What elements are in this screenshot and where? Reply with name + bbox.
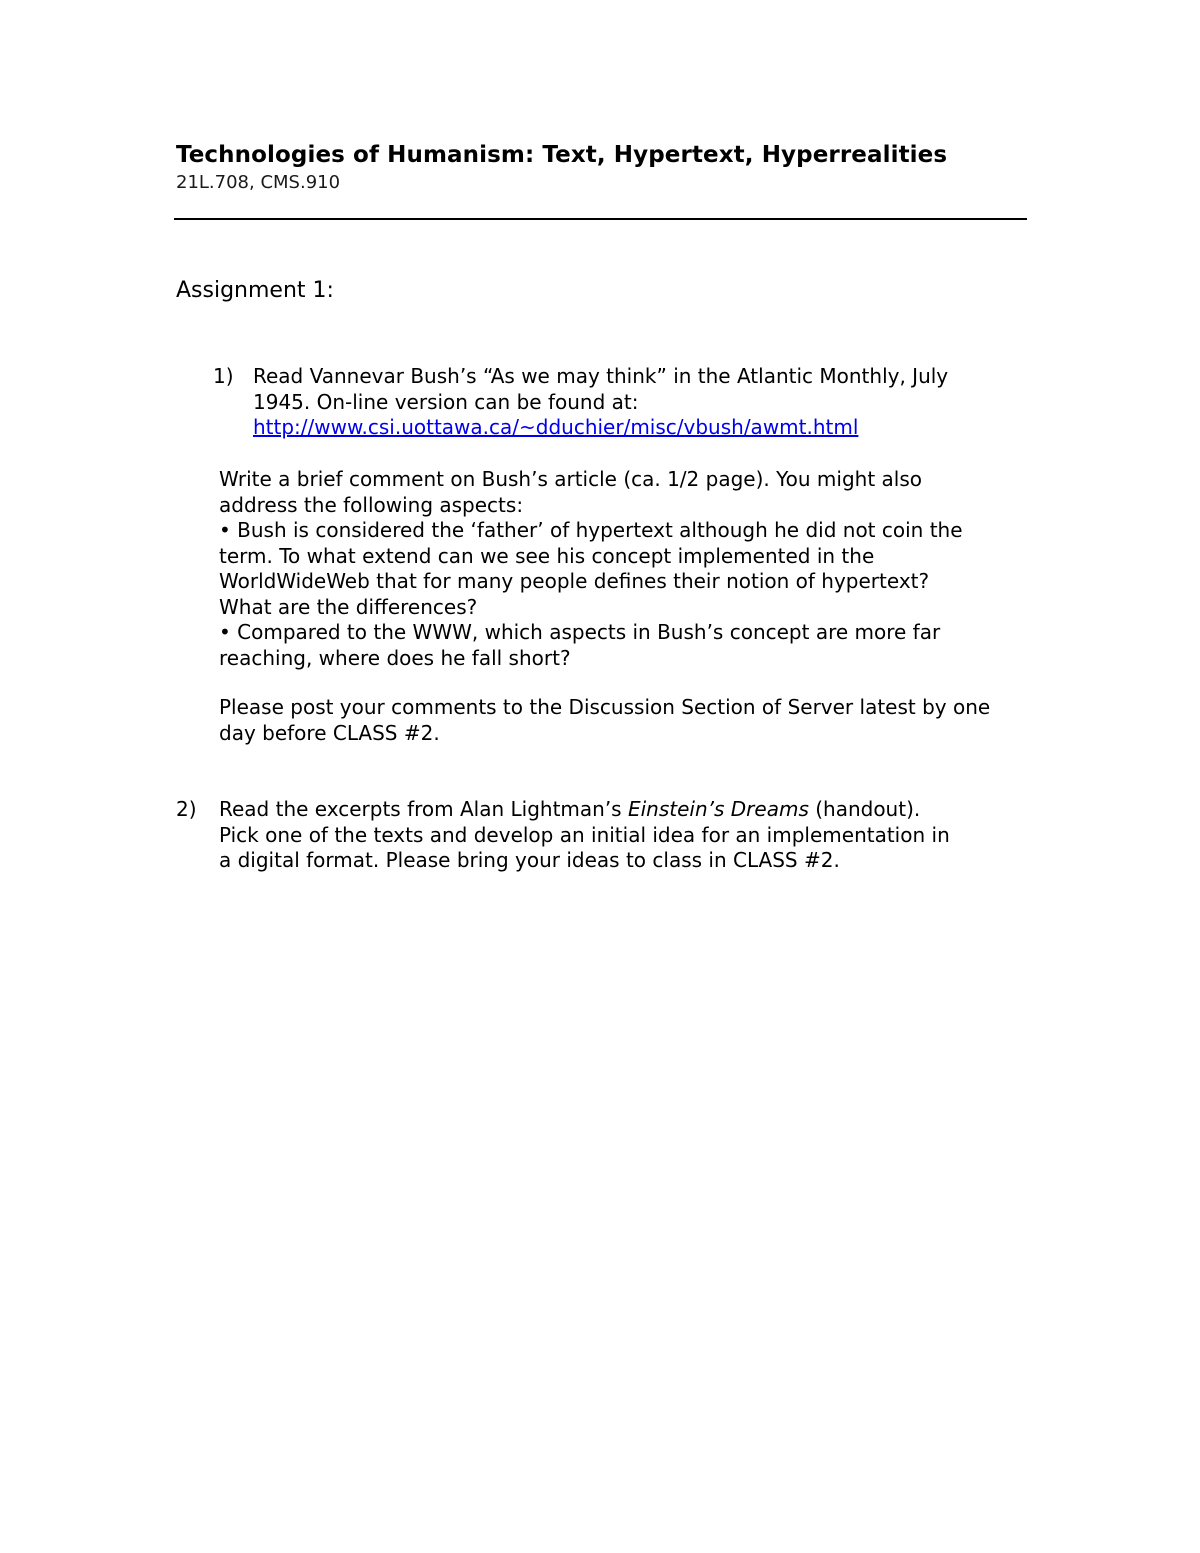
post-line: Please post your comments to the Discussion Section of Server latest by one (219, 695, 991, 719)
item-1-number: 1) (213, 364, 234, 388)
item-2-text (219, 797, 950, 874)
item-1-post-instructions (219, 695, 990, 746)
comment-line: WorldWideWeb that for many people defines their notion of hypertext? (219, 569, 930, 593)
book-title: Einstein’s Dreams (627, 797, 809, 821)
bush-article-link[interactable]: http://www.csi.uottawa.ca/~dduchier/misc/vbush/awmt.html (253, 415, 859, 439)
item-1-intro (253, 364, 948, 441)
comment-line: reaching, where does he fall short? (219, 645, 571, 670)
comment-line: term. To what extend can we see his concept implemented in the (219, 543, 875, 568)
assignment-heading: Assignment 1: (176, 278, 334, 303)
item-2-number: 2) (176, 797, 197, 821)
item-1-intro-line: Read Vannevar Bush’s “As we may think” in the Atlantic Monthly, July (253, 364, 949, 388)
item-2-line: a digital format. Please bring your ideas to class in CLASS #2. (219, 848, 840, 872)
post-line: day before CLASS #2. (219, 720, 440, 745)
comment-line: • Compared to the WWW, which aspects in Bush’s concept are more far (219, 620, 941, 644)
comment-line: address the following aspects: (219, 492, 524, 517)
header-divider (174, 218, 1027, 220)
item-2-line: Pick one of the texts and develop an initial idea for an implementation in (219, 822, 950, 847)
document-title: Technologies of Humanism: Text, Hypertext, Hyperrealities (176, 142, 948, 168)
item-1-intro-line: 1945. On-line version can be found at: (253, 389, 639, 414)
comment-line: Write a brief comment on Bush’s article (ca. 1/2 page). You might also (219, 467, 923, 491)
item-1-comment (219, 467, 963, 671)
course-numbers: 21L.708, CMS.910 (176, 172, 341, 193)
comment-line: What are the differences? (219, 594, 478, 619)
comment-line: • Bush is considered the ‘father’ of hypertext although he did not coin the (219, 518, 963, 542)
item-2-first-line: Read the excerpts from Alan Lightman’s Einstein’s Dreams (handout). (219, 797, 921, 821)
